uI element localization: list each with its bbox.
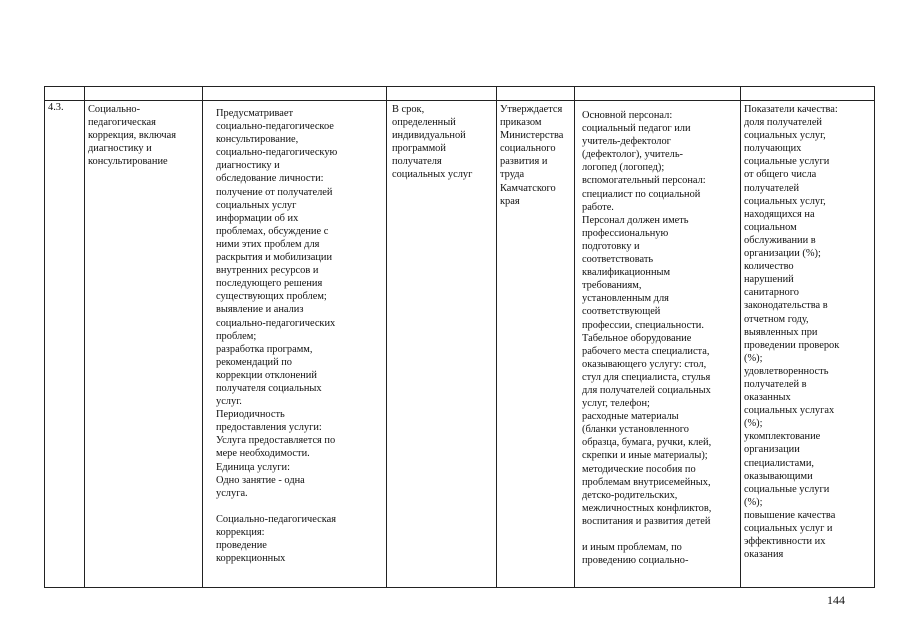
table-header-row <box>45 87 875 101</box>
service-name-cell <box>85 101 203 588</box>
deadline-cell <box>387 101 497 588</box>
row-number-cell <box>45 101 85 588</box>
description-cell <box>203 101 387 588</box>
tariff-cell <box>497 101 575 588</box>
indicators-cell <box>741 101 875 588</box>
header-cell <box>45 87 85 101</box>
header-cell <box>387 87 497 101</box>
service-deadline: В срок, определенный индивидуальной программой получателя социальных услуг <box>392 104 473 181</box>
table-row <box>45 101 875 588</box>
quality-indicators: Показатели качества: доля получателей социальных услуг, получающих социальные услуги от общего числа получателей социальных услуг, находящихся на социальном обслуживании в организации (%); количество нарушений санитарного законодательства в отчетном году, выявленных при проведении проверок (%); удовлетворенность получателей в оказанных социальных услугах (%); укомплектование организации специалистами, оказывающими социальные услуги (%); повышение качества социальных услуг и эффективности их оказания <box>744 104 840 561</box>
header-cell <box>575 87 741 101</box>
header-cell <box>741 87 875 101</box>
service-tariff: Утверждается приказом Министерства социального развития и труда Камчатского края <box>500 104 564 207</box>
row-number: 4.3. <box>48 102 64 113</box>
service-conditions: Основной персонал: социальный педагог или учитель-дефектолог (дефектолог), учитель- логопед (логопед); вспомогательный персонал: специалист по социальной работе. Персонал должен иметь профессиональную подготовку и соответствовать квалификационным требованиям, установленным для соответствующей профессии, специальности. Табельное оборудование рабочего места специалиста, оказывающего услугу: стол, стул для специалиста, стулья для получателей социальных услуг, телефон; расходные материалы (бланки установленного образца, бумага, ручки, клей, скрепки и иные материалы); методические пособия по проблемам внутрисемейных, детско-родительских, межличностных конфликтов, воспитания и развития детей и иным проблемам, по проведению социально- <box>582 110 712 567</box>
conditions-cell <box>575 101 741 588</box>
header-cell <box>203 87 387 101</box>
services-table <box>44 86 875 588</box>
service-description: Предусматривает социально-педагогическое консультирование, социально-педагогическую диагностику и обследование личности: получение от получателей социальных услуг информации об их проблемах, обсуждение с ними этих проблем для раскрытия и мобилизации внутренних ресурсов и последующего решения существующих проблем; выявление и анализ социально-педагогических проблем; разработка программ, рекомендаций по коррекции отклонений получателя социальных услуг. Периодичность предоставления услуги: Услуга предоставляется по мере необходимости. Единица услуги: Одно занятие - одна услуга. Социально-педагогическая коррекция: проведение коррекционных <box>216 108 338 565</box>
page-number: 144 <box>827 593 845 607</box>
header-cell <box>85 87 203 101</box>
header-cell <box>497 87 575 101</box>
service-name: Социально- педагогическая коррекция, включая диагностику и консультирование <box>88 104 176 168</box>
